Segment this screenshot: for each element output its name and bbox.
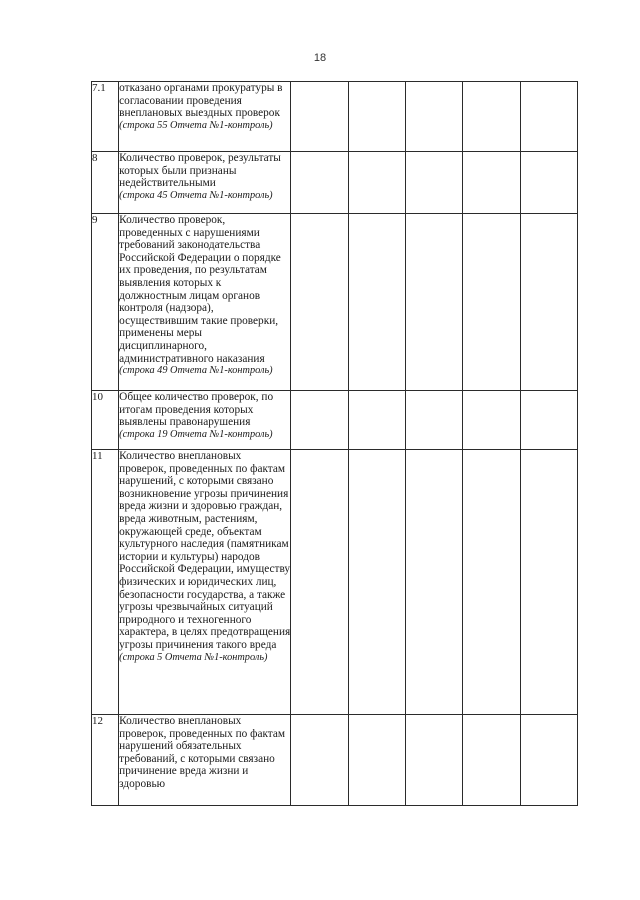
value-cell[interactable] <box>291 82 348 152</box>
table-row <box>92 450 578 715</box>
value-cell[interactable] <box>520 391 577 450</box>
row-source-ref: (строка 5 Отчета №1-контроль) <box>119 651 268 663</box>
value-cell[interactable] <box>348 715 405 806</box>
report-table <box>91 81 578 806</box>
row-text: Количество внеплановых проверок, проведенных по фактам нарушений, с которыми связано возникновение угрозы причинения вреда жизни и здоровью граждан, вреда животным, растениям, окружающей среде, объектам культурного наследия (памятникам истории и культуры) народов Российской Федерации, имуществу физических и юридических лиц, безопасности государства, а также угрозы чрезвычайных ситуаций природного и техногенного характера, в целях предотвращения угрозы причинения такого вреда <box>119 450 291 651</box>
value-cell[interactable] <box>463 391 520 450</box>
value-cell[interactable] <box>405 715 462 806</box>
row-number: 11 <box>92 450 119 715</box>
value-cell[interactable] <box>405 82 462 152</box>
table-row <box>92 715 578 806</box>
value-cell[interactable] <box>291 450 348 715</box>
value-cell[interactable] <box>520 715 577 806</box>
table-row <box>92 391 578 450</box>
row-source-ref: (строка 19 Отчета №1-контроль) <box>119 428 273 440</box>
row-number: 7.1 <box>92 82 119 152</box>
row-text: отказано органами прокуратуры в согласовании проведения внеплановых выездных проверок <box>119 82 283 120</box>
value-cell[interactable] <box>463 450 520 715</box>
value-cell[interactable] <box>348 152 405 214</box>
row-description <box>119 715 291 806</box>
table-row <box>92 82 578 152</box>
value-cell[interactable] <box>520 152 577 214</box>
value-cell[interactable] <box>291 391 348 450</box>
row-text: Общее количество проверок, по итогам проведения которых выявлены правонарушения <box>119 391 274 429</box>
row-source-ref: (строка 55 Отчета №1-контроль) <box>119 119 273 131</box>
row-description <box>119 391 291 450</box>
row-description <box>119 152 291 214</box>
row-number: 12 <box>92 715 119 806</box>
value-cell[interactable] <box>520 214 577 391</box>
value-cell[interactable] <box>348 82 405 152</box>
value-cell[interactable] <box>520 82 577 152</box>
value-cell[interactable] <box>291 715 348 806</box>
row-number: 8 <box>92 152 119 214</box>
value-cell[interactable] <box>463 82 520 152</box>
row-source-ref: (строка 45 Отчета №1-контроль) <box>119 189 273 201</box>
row-description <box>119 82 291 152</box>
value-cell[interactable] <box>348 450 405 715</box>
value-cell[interactable] <box>520 450 577 715</box>
table-row <box>92 214 578 391</box>
value-cell[interactable] <box>291 152 348 214</box>
row-text: Количество проверок, проведенных с нарушениями требований законодательства Российской Федерации о порядке их проведения, по результатам выявления которых к должностным лицам органов контроля (надзора), осуществившим такие проверки, применены меры дисциплинарного, административного наказания <box>119 214 281 365</box>
value-cell[interactable] <box>405 214 462 391</box>
row-description <box>119 450 291 715</box>
row-number: 10 <box>92 391 119 450</box>
value-cell[interactable] <box>405 391 462 450</box>
row-description <box>119 214 291 391</box>
value-cell[interactable] <box>291 214 348 391</box>
value-cell[interactable] <box>405 152 462 214</box>
row-text: Количество внеплановых проверок, проведенных по фактам нарушений обязательных требований, с которыми связано причинение вреда жизни и здоровью <box>119 715 286 790</box>
value-cell[interactable] <box>348 391 405 450</box>
value-cell[interactable] <box>463 715 520 806</box>
row-source-ref: (строка 49 Отчета №1-контроль) <box>119 365 273 377</box>
value-cell[interactable] <box>405 450 462 715</box>
row-text: Количество проверок, результаты которых были признаны недействительными <box>119 152 281 190</box>
row-number: 9 <box>92 214 119 391</box>
value-cell[interactable] <box>348 214 405 391</box>
page-number: 18 <box>313 52 327 64</box>
table-row <box>92 152 578 214</box>
value-cell[interactable] <box>463 152 520 214</box>
value-cell[interactable] <box>463 214 520 391</box>
